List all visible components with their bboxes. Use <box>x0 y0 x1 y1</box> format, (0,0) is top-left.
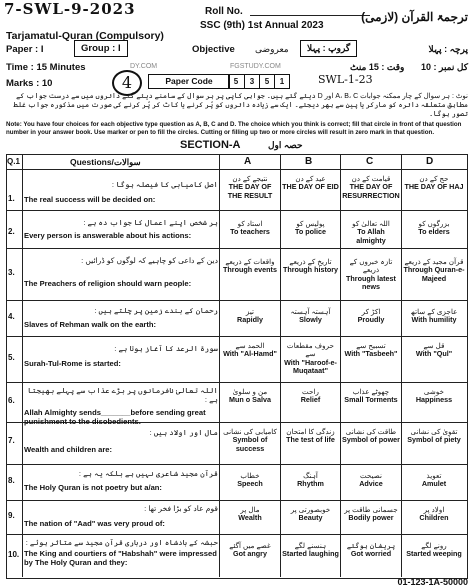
option-a[interactable]: خطاب Speech <box>237 471 263 489</box>
paper-code-digit: 1 <box>274 75 289 88</box>
watermark: FGSTUDY.COM <box>230 63 281 70</box>
question-number: 1. <box>8 194 15 203</box>
paper-label: Paper : I <box>6 44 44 55</box>
question-number: 7. <box>8 436 15 445</box>
question-number: 10. <box>8 550 20 559</box>
question-number: 9. <box>8 511 15 520</box>
paper-code-digit: 3 <box>244 75 259 88</box>
option-d[interactable]: قل سے With "Qul" <box>415 341 453 359</box>
option-b[interactable]: تاریخ کے ذریعے Through history <box>282 257 339 275</box>
group-box: Group : I <box>74 40 128 57</box>
option-d[interactable]: رونے لگے Started weeping <box>406 541 462 559</box>
option-b[interactable]: آہنگ Rhythm <box>297 471 324 489</box>
option-b[interactable]: راحت Relief <box>300 387 321 405</box>
instructions-english: Note: You have four choices for each objective type question as A, B, C and D. The choice which you think is correct; fill that circle in front of that question number in your answer book. Use marker or pen to fill the circles. Cutting or filling up two or more circles will result in zero mark in that question. <box>6 121 462 136</box>
option-d[interactable]: اولاد پر Children <box>419 505 449 523</box>
option-b[interactable]: عید کے دن THE DAY OF EID <box>282 174 339 192</box>
subject-title: Tarjamatul-Quran (Compulsory) <box>6 30 164 42</box>
option-b[interactable]: خوبصورتی پر Beauty <box>290 505 331 523</box>
section-title-urdu: حصہ اول <box>268 140 303 150</box>
circled-number: 4 <box>112 70 142 96</box>
objective-label: Objective <box>192 44 235 55</box>
title-urdu: ترجمۃ القرآن (لازمی) <box>361 10 468 24</box>
paper-urdu: پرچہ : پہلا <box>428 44 468 54</box>
paper-code-boxes <box>228 74 290 89</box>
option-a[interactable]: الحمد سے With "Al-Hamd" <box>223 341 277 359</box>
option-a[interactable]: استاد کو To teachers <box>230 219 270 237</box>
time-label: Time : 15 Minutes <box>6 62 86 73</box>
option-a[interactable]: من و سلویٰ Mun o Salva <box>229 387 271 405</box>
marks-urdu: کل نمبر : 10 <box>420 62 468 72</box>
question-text: سورۃ الرعد کا آغاز ہوتا ہے : Surah-Tul-Rome is started: <box>24 344 218 368</box>
option-a[interactable]: واقعات کے ذریعے Through events <box>223 257 277 275</box>
option-d[interactable]: تقویٰ کی نشانی Symbol of piety <box>407 427 461 445</box>
group-urdu-box: گروپ : پہلا <box>300 40 357 57</box>
col-b-header: B <box>305 156 313 167</box>
marks-label: Marks : 10 <box>6 78 53 89</box>
option-b[interactable]: پولیس کو To police <box>294 219 326 237</box>
question-number: 8. <box>8 476 15 485</box>
roll-no-label: Roll No. <box>205 6 243 17</box>
option-b[interactable]: آہستہ آہستہ Slowly <box>290 307 331 325</box>
question-text: ہر شخص اپنے اعمال کا جواب دہ ہے : Every person is answerable about his actions: <box>24 218 218 240</box>
exam-title: SSC (9th) 1st Annual 2023 <box>200 20 324 31</box>
col-d-header: D <box>426 156 434 167</box>
watermark: DY.COM <box>130 63 158 70</box>
q-number-header: Q.1 <box>7 157 20 166</box>
option-c[interactable]: اکڑ کر Proudly <box>357 307 385 325</box>
option-b[interactable]: حروف مقطعات سے With "Haroof-e-Muqataat" <box>284 341 337 376</box>
question-number: 3. <box>8 268 15 277</box>
question-text: اللہ تعالیٰ نافرمانوں پر بڑے عذاب سے پہلے بھیجتا ہے : Allah Almighty sends_______before sending great punishment to the disobedients. <box>24 386 218 426</box>
question-number: 6. <box>8 396 15 405</box>
option-d[interactable]: خوشی Happiness <box>415 387 453 405</box>
option-c[interactable]: تازہ خبروں کے ذریعے Through latest news <box>346 257 396 292</box>
question-text: رحمان کے بندے زمین پر چلتے ہیں : Slaves of Rehman walk on the earth: <box>24 306 218 329</box>
question-text: قوم عاد کو بڑا فخر تھا : The nation of "Aad" was very proud of: <box>24 504 218 528</box>
option-d[interactable]: تعویذ Amulet <box>421 471 447 489</box>
option-c[interactable]: اللہ تعالیٰ کو To Allah almighty <box>352 219 390 245</box>
option-d[interactable]: حج کے دن THE DAY OF HAJ <box>404 174 464 192</box>
roll-no-line <box>250 15 370 16</box>
option-a[interactable]: تیز Rapidly <box>237 307 263 325</box>
option-c[interactable]: نصیحت Advice <box>359 471 383 489</box>
section-title: SECTION-A <box>180 139 241 151</box>
option-c[interactable]: قیامت کے دن THE DAY OF RESURRECTION <box>342 174 400 200</box>
question-number: 5. <box>8 353 15 362</box>
questions-header: Questions/سوالات <box>70 157 141 167</box>
question-text: اصل کامیابی کا فیصلہ ہوگا : The real success will be decided on: <box>24 180 218 204</box>
option-c[interactable]: جسمانی طاقت پر Bodily power <box>344 505 398 523</box>
col-c-header: C <box>366 156 374 167</box>
objective-urdu: معروضی <box>255 44 289 54</box>
question-text: قرآن مجید شاعری نہیں ہے بلکہ یہ ہے : The Holy Quran is not poetry but a/an: <box>24 469 218 492</box>
option-a[interactable]: نتیجے کے دن THE DAY OF THE RESULT <box>227 174 273 200</box>
option-a[interactable]: کامیابی کی نشانی Symbol of success <box>223 427 277 453</box>
option-a[interactable]: غصے میں آگئے Got angry <box>229 541 271 559</box>
handwritten-code: SWL-1-23 <box>318 73 373 86</box>
option-c[interactable]: طاقت کی نشانی Symbol of power <box>342 427 400 445</box>
option-d[interactable]: بزرگوں کو To elders <box>418 219 450 237</box>
option-c[interactable]: تسبیح سے With "Tasbeeh" <box>344 341 398 359</box>
footer-code: 01-123-1A-50000 <box>397 577 468 587</box>
question-text: حبشہ کے بادشاہ اور درباری قرآن مجید سے متاثر ہوئے : The King and courtiers of "Habshah" were impressed by The Holy Quran and they: <box>24 538 218 567</box>
paper-code-digit: 5 <box>233 77 239 86</box>
option-c[interactable]: چھوٹے عذاب Small Torments <box>344 387 398 405</box>
option-d[interactable]: قرآن مجید کے ذریعے Through Quran-e-Majeed <box>403 257 465 283</box>
option-a[interactable]: مال پر Wealth <box>238 505 262 523</box>
option-b[interactable]: ہنسنے لگے Started laughing <box>282 541 339 559</box>
instructions-urdu: نوٹ : ہر سوال کے چار ممکنہ جوابات A، B، C اور D دیئے گئے ہیں۔ جوابی کاپی پر ہر سوال کے سامنے دیئے گئے دائروں میں سے درست جواب کے مطابق متعلقہ دائرہ کو مارکر یا پین سے بھر دیجئے۔ ایک سے زیادہ دائروں کو پُر کرنے یا کاٹ کر پُر کرنے کی صورت میں مذکورہ جواب غلط تصور ہوگا۔ <box>13 93 468 118</box>
option-b[interactable]: زندگی کا امتحان The test of life <box>286 427 335 445</box>
question-number: 4. <box>8 312 15 321</box>
paper-code-digit: 5 <box>259 75 274 88</box>
time-urdu: وقت : 15 منٹ <box>350 62 405 72</box>
question-number: 2. <box>8 227 15 236</box>
option-c[interactable]: پریشان ہوگئے Got worried <box>346 541 396 559</box>
option-d[interactable]: عاجزی کے ساتھ With humility <box>410 307 458 325</box>
paper-code-label: Paper Code <box>148 74 230 89</box>
handwritten-exam-code: 7-SWL-9-2023 <box>4 0 136 18</box>
col-a-header: A <box>244 156 252 167</box>
question-text: دین کے داعی کو چاہیے کہ لوگوں کو ڈرائیں : The Preachers of religion should warn people: <box>24 256 218 288</box>
question-text: مال اور اولاد ہیں : Wealth and children are: <box>24 428 218 454</box>
